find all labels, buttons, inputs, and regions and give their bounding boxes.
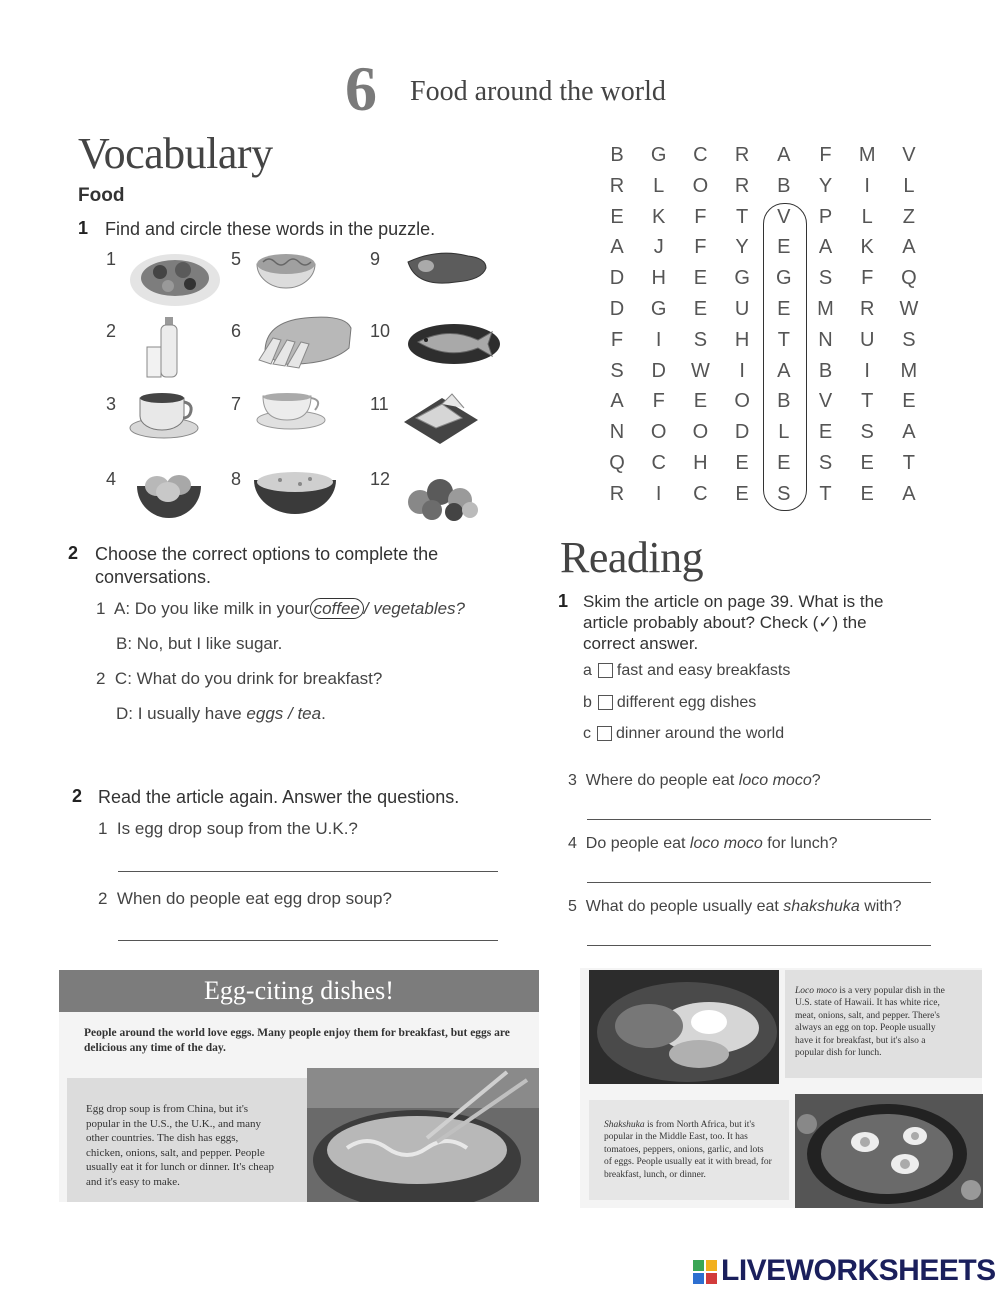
option-c[interactable]: c dinner around the world: [583, 725, 785, 742]
puzzle-letter[interactable]: T: [902, 452, 915, 474]
puzzle-letter[interactable]: G: [776, 267, 792, 290]
question-1: 1 Is egg drop soup from the U.K.?: [98, 819, 358, 838]
puzzle-letter[interactable]: F: [694, 236, 707, 259]
picture-number: 10: [370, 321, 391, 341]
puzzle-letter[interactable]: C: [693, 144, 708, 166]
puzzle-letter[interactable]: E: [693, 390, 708, 413]
puzzle-letter[interactable]: V: [902, 144, 916, 166]
puzzle-letter[interactable]: O: [650, 421, 667, 444]
question-5: 5 What do people usually eat shakshuka with?: [568, 898, 902, 915]
puzzle-letter[interactable]: W: [690, 359, 710, 382]
puzzle-letter[interactable]: T: [819, 482, 832, 505]
puzzle-letter[interactable]: A: [818, 236, 833, 259]
puzzle-letter[interactable]: S: [818, 452, 833, 474]
reading-ex2-number: 2: [72, 786, 83, 806]
option-b[interactable]: b different egg dishes: [583, 694, 757, 711]
food-subhead: Food: [78, 185, 125, 206]
puzzle-letter[interactable]: Z: [902, 205, 915, 228]
reading-ex1-line1: Skim the article on page 39. What is the: [583, 592, 884, 611]
puzzle-letter[interactable]: D: [609, 298, 625, 320]
checkbox[interactable]: [598, 663, 613, 678]
puzzle-letter[interactable]: L: [903, 174, 915, 197]
tea-cup-icon: [255, 388, 327, 430]
circled-answer[interactable]: coffee: [310, 598, 364, 619]
unit-title: Food around the world: [410, 76, 666, 107]
puzzle-letter[interactable]: E: [693, 267, 708, 290]
puzzle-letter[interactable]: E: [818, 421, 833, 444]
puzzle-letter[interactable]: E: [902, 390, 916, 413]
vocab-ex2-instruction-line2: conversations.: [95, 567, 212, 587]
puzzle-letter[interactable]: F: [861, 267, 874, 290]
shakshuka-paragraph: Shakshuka is from North Africa, but it's popular in the Middle East, too. It has tomatoes, peppers, onions, garlic, and lots of eggs. People usually eat it with bread, for breakfast, lunch, or dinner.: [604, 1120, 772, 1180]
checkbox[interactable]: [598, 695, 613, 710]
puzzle-letter[interactable]: G: [650, 144, 667, 166]
puzzle-letter[interactable]: P: [818, 205, 833, 228]
puzzle-letter[interactable]: E: [735, 482, 749, 505]
puzzle-letter[interactable]: T: [861, 390, 874, 413]
puzzle-letter[interactable]: E: [860, 452, 874, 474]
options-eggs-tea[interactable]: eggs / tea: [246, 704, 322, 723]
puzzle-letter[interactable]: N: [609, 421, 625, 444]
picture-number: 6: [231, 321, 242, 341]
salad-icon: [128, 246, 223, 308]
puzzle-letter[interactable]: T: [735, 205, 749, 228]
article-header: [59, 970, 539, 1012]
answer-line-5[interactable]: [587, 945, 931, 946]
puzzle-letter[interactable]: G: [650, 298, 667, 320]
loco-moco-photo: [589, 970, 779, 1084]
puzzle-letter[interactable]: I: [739, 359, 745, 382]
puzzle-letter[interactable]: B: [777, 390, 791, 413]
rice-icon: [250, 466, 340, 518]
puzzle-letter[interactable]: J: [653, 236, 664, 259]
answer-line-4[interactable]: [587, 882, 931, 883]
picture-number: 4: [106, 469, 117, 489]
puzzle-letter[interactable]: Q: [901, 267, 917, 290]
puzzle-letter[interactable]: G: [734, 267, 750, 290]
puzzle-letter[interactable]: M: [858, 144, 876, 166]
loco-moco-paragraph: Loco moco is a very popular dish in the U.S. state of Hawaii. It has white rice, meat, onions, salt, and pepper. There's always an egg on top. People usually have it for breakfast, but it's also a popular dish for lunch.: [795, 986, 945, 1059]
conversation-1-a: [96, 599, 465, 619]
puzzle-letter[interactable]: T: [777, 328, 790, 351]
picture-number: 1: [106, 249, 117, 269]
picture-number: 5: [231, 249, 242, 269]
puzzle-letter[interactable]: R: [734, 144, 750, 166]
speaker-a-line: A: Do you like milk in your: [113, 599, 310, 618]
puzzle-letter[interactable]: E: [860, 482, 874, 505]
liveworksheets-logo: LIVEWORKSHEETS: [693, 1254, 996, 1288]
liveworksheets-logo-icon: [693, 1260, 717, 1284]
coffee-cup-icon: [128, 388, 200, 440]
conversation-2-c: [96, 669, 382, 689]
puzzle-letter[interactable]: U: [859, 328, 875, 351]
puzzle-letter[interactable]: H: [734, 328, 750, 351]
puzzle-letter[interactable]: F: [610, 328, 624, 351]
question-4: 4 Do people eat loco moco for lunch?: [568, 835, 838, 852]
puzzle-letter[interactable]: C: [693, 482, 708, 505]
article-title: Egg-citing dishes!: [204, 976, 394, 1005]
puzzle-letter[interactable]: L: [778, 421, 790, 444]
picture-number: 9: [370, 249, 381, 269]
puzzle-letter[interactable]: V: [818, 390, 833, 413]
puzzle-letter[interactable]: F: [694, 205, 707, 228]
puzzle-letter[interactable]: C: [651, 452, 666, 474]
fish-icon: [404, 310, 504, 368]
puzzle-letter[interactable]: D: [651, 359, 666, 382]
puzzle-letter[interactable]: R: [859, 298, 875, 320]
puzzle-letter[interactable]: R: [609, 482, 625, 505]
option-a[interactable]: a fast and easy breakfasts: [583, 662, 791, 679]
puzzle-letter[interactable]: F: [652, 390, 665, 413]
puzzle-letter[interactable]: V: [777, 205, 791, 228]
puzzle-letter[interactable]: A: [610, 390, 624, 413]
puzzle-letter[interactable]: E: [777, 298, 791, 320]
bread-icon: [255, 312, 353, 370]
fruit-icon: [402, 470, 482, 522]
puzzle-letter[interactable]: B: [777, 174, 791, 197]
puzzle-letter[interactable]: O: [692, 174, 709, 197]
puzzle-letter[interactable]: H: [651, 267, 666, 290]
puzzle-letter[interactable]: A: [902, 421, 916, 444]
picture-number: 12: [370, 469, 391, 489]
puzzle-letter[interactable]: D: [734, 421, 750, 444]
picture-number: 8: [231, 469, 242, 489]
puzzle-letter[interactable]: Q: [609, 452, 625, 474]
picture-number: 7: [231, 394, 242, 414]
vocabulary-title: Vocabulary: [78, 129, 273, 178]
puzzle-letter[interactable]: L: [861, 205, 873, 228]
unit-number: 6: [345, 53, 377, 124]
puzzle-letter[interactable]: R: [734, 174, 750, 197]
vocab-ex1-number: 1: [78, 218, 89, 238]
puzzle-letter[interactable]: S: [818, 267, 833, 290]
conversation-2-d: D: I usually have eggs / tea.: [116, 704, 326, 723]
puzzle-letter[interactable]: A: [902, 236, 916, 259]
reading-ex1-line2: article probably about? Check (✓) the: [583, 613, 867, 632]
eggs-bowl-icon: [135, 466, 203, 524]
picture-number: 3: [106, 394, 117, 414]
vocab-ex2-number: 2: [68, 543, 79, 563]
article-subtitle: People around the world love eggs. Many people enjoy them for breakfast, but eggs are delicious any time of the day.: [84, 1027, 510, 1054]
puzzle-letter[interactable]: B: [610, 144, 624, 166]
checkbox[interactable]: [597, 726, 612, 741]
word-search-puzzle[interactable]: [597, 144, 927, 516]
meat-icon: [404, 250, 488, 288]
noodles-icon: [255, 248, 317, 292]
egg-drop-soup-photo: [307, 1068, 539, 1202]
puzzle-letter[interactable]: D: [609, 267, 625, 290]
puzzle-letter[interactable]: S: [777, 482, 791, 505]
puzzle-letter[interactable]: I: [864, 359, 870, 382]
circled-word-vegetables: [763, 203, 807, 511]
puzzle-letter[interactable]: A: [777, 359, 791, 382]
reading-ex1-number: 1: [558, 591, 569, 611]
answer-line-1[interactable]: [118, 871, 498, 872]
conversation-number: 2: [96, 669, 106, 688]
puzzle-letter[interactable]: I: [864, 174, 870, 197]
puzzle-letter[interactable]: S: [902, 328, 916, 351]
puzzle-letter[interactable]: L: [653, 174, 665, 197]
puzzle-letter[interactable]: E: [777, 452, 791, 474]
reading-ex2-instruction: Read the article again. Answer the questions.: [98, 787, 460, 807]
picture-number: 11: [370, 394, 389, 414]
puzzle-letter[interactable]: E: [777, 236, 791, 259]
puzzle-letter[interactable]: O: [692, 421, 709, 444]
puzzle-letter[interactable]: W: [899, 298, 919, 320]
puzzle-letter[interactable]: U: [734, 298, 750, 320]
puzzle-letter[interactable]: E: [693, 298, 708, 320]
egg-drop-paragraph: Egg drop soup is from China, but it's popular in the U.S., the U.K., and many other countries. The dish has eggs, chicken, onions, salt, and pepper. People usually eat it for lunch or dinner. It's cheap and it's easy to make.: [86, 1103, 275, 1188]
puzzle-letter[interactable]: M: [817, 298, 834, 320]
milk-icon: [145, 315, 190, 380]
puzzle-letter[interactable]: H: [693, 452, 708, 474]
puzzle-letter[interactable]: A: [777, 144, 791, 166]
puzzle-letter[interactable]: B: [818, 359, 833, 382]
reading-title: Reading: [560, 533, 704, 582]
puzzle-letter[interactable]: N: [818, 328, 833, 351]
puzzle-letter[interactable]: E: [735, 452, 749, 474]
puzzle-letter[interactable]: S: [610, 359, 624, 382]
puzzle-letter[interactable]: S: [860, 421, 874, 444]
question-3: 3 Where do people eat loco moco?: [568, 772, 821, 789]
answer-line-3[interactable]: [587, 819, 931, 820]
picture-number: 2: [106, 321, 117, 341]
speaker-b-line: B: No, but I like sugar.: [116, 634, 283, 653]
puzzle-letter[interactable]: A: [902, 482, 916, 505]
shakshuka-photo: [795, 1094, 983, 1208]
puzzle-letter[interactable]: Y: [818, 174, 833, 197]
puzzle-letter[interactable]: Y: [735, 236, 749, 259]
answer-line-2[interactable]: [118, 940, 498, 941]
puzzle-letter[interactable]: I: [655, 482, 662, 505]
conversation-number: 1: [96, 599, 106, 618]
puzzle-letter[interactable]: I: [655, 328, 662, 351]
puzzle-letter[interactable]: K: [652, 205, 666, 228]
puzzle-letter[interactable]: S: [693, 328, 708, 351]
vocab-ex2-instruction-line1: Choose the correct options to complete the: [95, 544, 439, 564]
puzzle-letter[interactable]: M: [900, 359, 918, 382]
question-2: 2 When do people eat egg drop soup?: [98, 889, 392, 908]
speaker-d-line: D: I usually have: [116, 704, 242, 723]
reading-ex1-line3: correct answer.: [583, 634, 699, 653]
speaker-c-line: C: What do you drink for breakfast?: [114, 669, 383, 688]
puzzle-letter[interactable]: O: [734, 390, 750, 413]
vocab-ex1-instruction: Find and circle these words in the puzzle.: [105, 219, 436, 239]
puzzle-letter[interactable]: A: [610, 236, 624, 259]
puzzle-letter[interactable]: E: [610, 205, 624, 228]
puzzle-letter[interactable]: F: [819, 144, 832, 166]
cheese-icon: [402, 392, 480, 448]
puzzle-letter[interactable]: R: [609, 174, 625, 197]
puzzle-letter[interactable]: K: [860, 236, 874, 259]
option-vegetables[interactable]: / vegetables?: [363, 599, 466, 618]
